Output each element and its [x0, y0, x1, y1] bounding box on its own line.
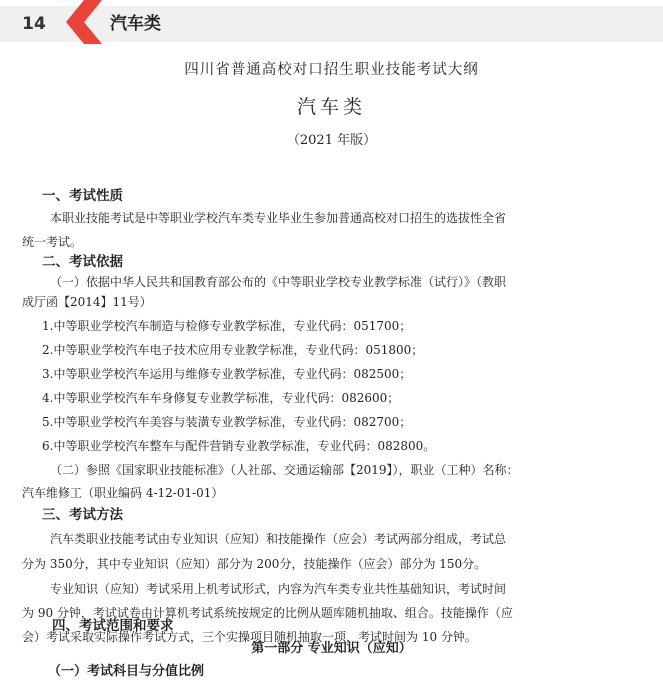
list-item: 1.中等职业学校汽车制造与检修专业教学标准，专业代码：051700；: [42, 319, 412, 333]
chevron-left-icon: [66, 0, 106, 44]
part-heading: 第一部分 专业知识（应知）: [251, 641, 412, 656]
paragraph-line: 分为 350分，其中专业知识（应知）部分为 200分，技能操作（应会）部分为 150分。: [22, 557, 487, 571]
paragraph-line: 本职业技能考试是中等职业学校汽车类专业毕业生参加普通高校对口招生的选拔性全省: [50, 211, 507, 225]
paragraph-line: 会）考试采取实际操作考试方式，三个实操项目随机抽取一项，考试时间为 10 分钟。: [22, 630, 477, 644]
paragraph-line: 成厅函【2014】11号）: [22, 295, 152, 309]
page-header: [0, 0, 663, 44]
paragraph-line: 汽车维修工（职业编码 4-12-01-01）: [22, 486, 224, 500]
paragraph-line: （一）依据中华人民共和国教育部公布的《中等职业学校专业教学标准（试行）》（教职: [50, 275, 507, 289]
list-item: 4.中等职业学校汽车车身修复专业教学标准，专业代码：082600；: [42, 391, 400, 405]
section-heading-1: 一、考试性质: [42, 188, 123, 204]
document-title: 四川省普通高校对口招生职业技能考试大纲: [184, 62, 479, 78]
page-number: 14: [22, 14, 46, 34]
list-item: 6.中等职业学校汽车整车与配件营销专业教学标准，专业代码：082800。: [42, 439, 436, 453]
document-edition: （2021 年版）: [286, 133, 377, 148]
paragraph-line: 汽车类职业技能考试由专业知识（应知）和技能操作（应会）考试两部分组成，考试总: [50, 532, 507, 546]
section-heading-2: 二、考试依据: [42, 254, 123, 270]
paragraph-line: 为 90 分钟，考试试卷由计算机考试系统按规定的比例从题库随机抽取、组合。技能操作（应: [22, 606, 513, 620]
list-item: 5.中等职业学校汽车美容与装潢专业教学标准，专业代码：082700；: [42, 415, 412, 429]
subsection-heading: （一）考试科目与分值比例: [48, 664, 205, 679]
paragraph-line: （二）参照《国家职业技能标准》（人社部、交通运输部【2019】），职业（工种）名称：: [50, 463, 519, 477]
section-heading-3: 三、考试方法: [42, 507, 123, 523]
list-item: 2.中等职业学校汽车电子技术应用专业教学标准，专业代码：051800；: [42, 343, 424, 357]
header-section-title: 汽车类: [110, 14, 161, 34]
paragraph-line: 专业知识（应知）考试采用上机考试形式，内容为汽车类专业共性基础知识，考试时间: [50, 582, 507, 596]
paragraph-line: 统一考试。: [22, 235, 83, 249]
list-item: 3.中等职业学校汽车运用与维修专业教学标准，专业代码：082500；: [42, 367, 412, 381]
document-subject: 汽车类: [296, 96, 366, 118]
section-heading-4: 四、考试范围和要求: [52, 618, 174, 634]
